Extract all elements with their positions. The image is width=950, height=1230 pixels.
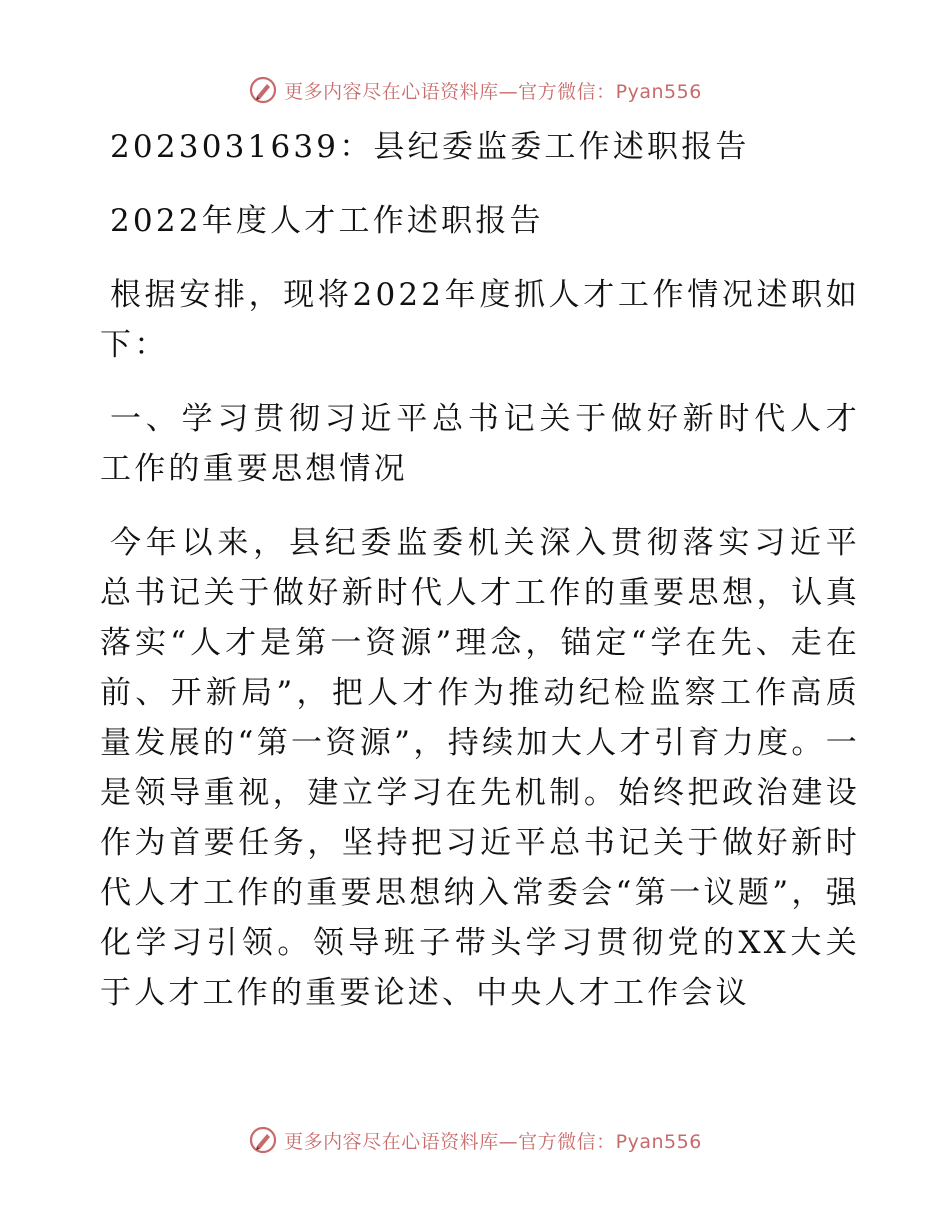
watermark-header <box>0 70 950 110</box>
pen-circle-logo-icon <box>248 1125 278 1155</box>
intro-paragraph: 根据安排，现将2022年度抓人才工作情况述职如下： <box>100 277 860 363</box>
watermark-text: 更多内容尽在心语资料库—官方微信：Pyan556 <box>284 80 702 103</box>
watermark-text: 更多内容尽在心语资料库—官方微信：Pyan556 <box>284 1130 702 1153</box>
document-body <box>100 122 860 1018</box>
pen-circle-logo-icon <box>248 75 278 105</box>
report-title: 2022年度人才工作述职报告 <box>110 203 544 239</box>
watermark-footer <box>0 1120 950 1160</box>
document-title: 2023031639：县纪委监委工作述职报告 <box>110 129 750 165</box>
body-paragraph: 今年以来，县纪委监委机关深入贯彻落实习近平总书记关于做好新时代人才工作的重要思想，认真落实“人才是第一资源”理念，锚定“学在先、走在前、开新局”，把人才作为推动纪检监察工作高质量发展的“第一资源”，持续加大人才引育力度。一是领导重视，建立学习在先机制。始终把政治建设作为首要任务，坚持把习近平总书记关于做好新时代人才工作的重要思想纳入常委会“第一议题”，强化学习引领。领导班子带头学习贯彻党的XX大关于人才工作的重要论述、中央人才工作会议 <box>100 525 860 1011</box>
section-heading: 一、学习贯彻习近平总书记关于做好新时代人才工作的重要思想情况 <box>100 401 860 487</box>
